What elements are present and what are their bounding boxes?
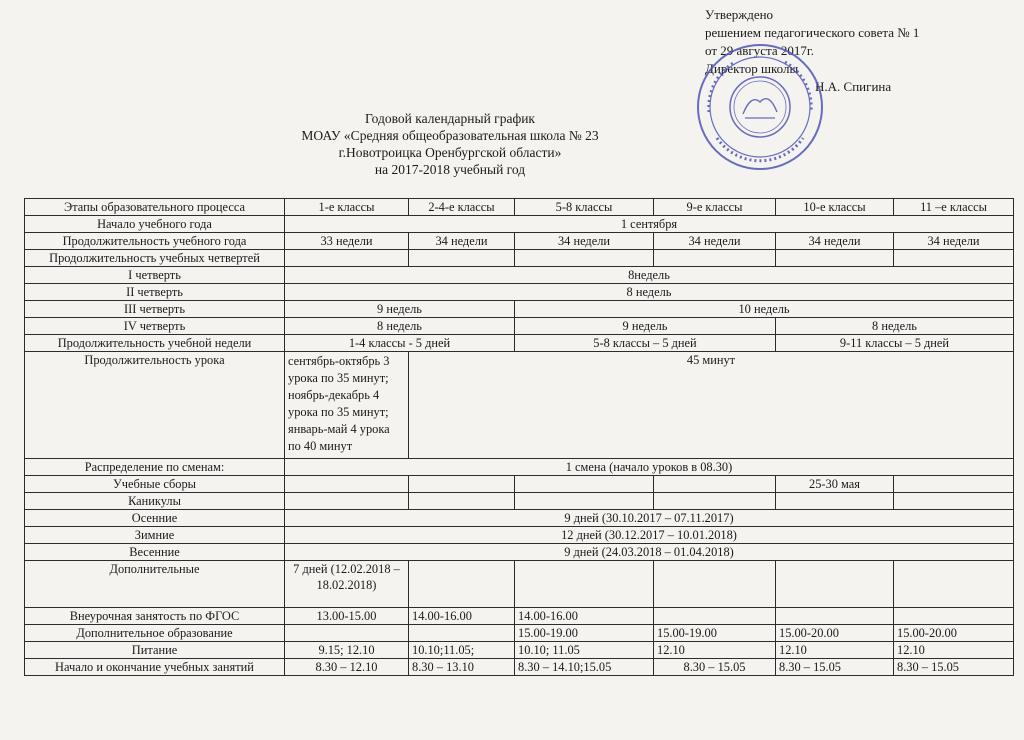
table-row	[25, 527, 1014, 544]
header-stages: Этапы образовательного процесса	[25, 199, 285, 216]
table-cell	[776, 608, 894, 625]
table-cell: 33 недели	[285, 233, 409, 250]
table-row	[25, 318, 1014, 335]
table-cell	[654, 561, 776, 608]
row-label: III четверть	[25, 301, 285, 318]
row-label: Весенние	[25, 544, 285, 561]
table-cell	[776, 561, 894, 608]
table-cell: 9.15; 12.10	[285, 642, 409, 659]
title-line-2: МОАУ «Средняя общеобразовательная школа № 23	[301, 128, 599, 143]
row-label: II четверть	[25, 284, 285, 301]
table-cell: 13.00-15.00	[285, 608, 409, 625]
table-cell	[409, 493, 515, 510]
table-cell: 15.00-19.00	[654, 625, 776, 642]
header-col: 5-8 классы	[515, 199, 654, 216]
table-cell	[894, 608, 1014, 625]
table-cell	[409, 561, 515, 608]
header-col: 10-е классы	[776, 199, 894, 216]
table-cell: 15.00-20.00	[776, 625, 894, 642]
table-cell: 12.10	[654, 642, 776, 659]
table-row	[25, 625, 1014, 642]
table-cell: 34 недели	[776, 233, 894, 250]
approval-line-1: Утверждено	[705, 7, 774, 22]
table-cell	[409, 250, 515, 267]
table-row	[25, 493, 1014, 510]
table-cell: 8.30 – 15.05	[776, 659, 894, 676]
table-cell	[515, 476, 654, 493]
school-seal-icon	[695, 42, 825, 172]
table-row	[25, 216, 1014, 233]
row-label: Начало и окончание учебных занятий	[25, 659, 285, 676]
table-cell: 8.30 – 13.10	[409, 659, 515, 676]
document-title	[250, 110, 650, 178]
table-cell: 25-30 мая	[776, 476, 894, 493]
table-cell	[515, 493, 654, 510]
table-cell	[894, 493, 1014, 510]
table-row	[25, 561, 1014, 608]
table-cell: 9 недель	[515, 318, 776, 335]
table-row	[25, 335, 1014, 352]
table-row	[25, 510, 1014, 527]
header-col: 1-е классы	[285, 199, 409, 216]
table-cell: 34 недели	[654, 233, 776, 250]
table-cell: 15.00-20.00	[894, 625, 1014, 642]
table-row	[25, 250, 1014, 267]
row-label: Внеурочная занятость по ФГОС	[25, 608, 285, 625]
director-signature-name: Н.А. Спигина	[815, 79, 892, 94]
table-cell: 10.10; 11.05	[515, 642, 654, 659]
header-col: 11 –е классы	[894, 199, 1014, 216]
table-cell	[894, 476, 1014, 493]
table-cell	[654, 608, 776, 625]
table-cell: 7 дней (12.02.2018 – 18.02.2018)	[285, 561, 409, 608]
table-cell: 9-11 классы – 5 дней	[776, 335, 1014, 352]
row-label: Продолжительность учебных четвертей	[25, 250, 285, 267]
header-col: 9-е классы	[654, 199, 776, 216]
table-row	[25, 352, 1014, 459]
row-label: Распределение по сменам:	[25, 459, 285, 476]
table-cell	[409, 625, 515, 642]
table-cell: 34 недели	[515, 233, 654, 250]
table-cell: 14.00-16.00	[409, 608, 515, 625]
table-cell: 8недель	[285, 267, 1014, 284]
table-cell: 9 недель	[285, 301, 515, 318]
table-cell: 8 недель	[285, 284, 1014, 301]
table-cell: 1 сентября	[285, 216, 1014, 233]
table-cell	[776, 493, 894, 510]
table-cell	[285, 476, 409, 493]
row-label: IV четверть	[25, 318, 285, 335]
table-row	[25, 476, 1014, 493]
table-cell	[515, 250, 654, 267]
table-cell	[515, 561, 654, 608]
table-row	[25, 608, 1014, 625]
table-cell: 12.10	[894, 642, 1014, 659]
table-cell: 10.10;11.05;	[409, 642, 515, 659]
header-row	[25, 199, 1014, 216]
row-label: Питание	[25, 642, 285, 659]
table-cell: 8 недель	[285, 318, 515, 335]
table-cell: 5-8 классы – 5 дней	[515, 335, 776, 352]
row-label: Дополнительные	[25, 561, 285, 608]
title-line-1: Годовой календарный график	[365, 111, 535, 126]
table-cell: 8.30 – 15.05	[894, 659, 1014, 676]
table-cell: 1 смена (начало уроков в 08.30)	[285, 459, 1014, 476]
table-row	[25, 301, 1014, 318]
row-label: I четверть	[25, 267, 285, 284]
approval-line-3: от 29 августа 2017г.	[705, 43, 814, 58]
table-cell: 34 недели	[894, 233, 1014, 250]
table-cell	[285, 250, 409, 267]
table-cell: 15.00-19.00	[515, 625, 654, 642]
table-row	[25, 659, 1014, 676]
table-row	[25, 459, 1014, 476]
row-label: Учебные сборы	[25, 476, 285, 493]
table-cell	[285, 493, 409, 510]
row-label: Осенние	[25, 510, 285, 527]
table-cell: 9 дней (24.03.2018 – 01.04.2018)	[285, 544, 1014, 561]
table-cell: 8.30 – 15.05	[654, 659, 776, 676]
table-cell	[409, 476, 515, 493]
table-cell: 45 минут	[409, 352, 1014, 459]
table-row	[25, 544, 1014, 561]
table-cell: 12.10	[776, 642, 894, 659]
table-cell: 9 дней (30.10.2017 – 07.11.2017)	[285, 510, 1014, 527]
table-cell: 12 дней (30.12.2017 – 10.01.2018)	[285, 527, 1014, 544]
table-row	[25, 233, 1014, 250]
table-cell: 8.30 – 14.10;15.05	[515, 659, 654, 676]
table-cell	[654, 476, 776, 493]
table-cell	[654, 493, 776, 510]
table-cell	[776, 250, 894, 267]
table-cell: 14.00-16.00	[515, 608, 654, 625]
header-col: 2-4-е классы	[409, 199, 515, 216]
row-label: Дополнительное образование	[25, 625, 285, 642]
row-label: Каникулы	[25, 493, 285, 510]
table-cell: 34 недели	[409, 233, 515, 250]
title-line-4: на 2017-2018 учебный год	[374, 162, 526, 177]
table-cell: 8.30 – 12.10	[285, 659, 409, 676]
table-cell	[894, 561, 1014, 608]
table-cell	[285, 625, 409, 642]
table-cell	[654, 250, 776, 267]
table-row	[25, 642, 1014, 659]
schedule-table	[24, 198, 1014, 676]
row-label: Начало учебного года	[25, 216, 285, 233]
table-cell: сентябрь-октябрь 3 урока по 35 минут; ноябрь-декабрь 4 урока по 35 минут; январь-май 4 урока по 40 минут	[285, 352, 409, 459]
row-label: Продолжительность учебного года	[25, 233, 285, 250]
table-cell: 8 недель	[776, 318, 1014, 335]
approval-line-4: Директор школы	[705, 61, 799, 76]
table-cell: 1-4 классы - 5 дней	[285, 335, 515, 352]
table-row	[25, 284, 1014, 301]
approval-line-2: решением педагогического совета № 1	[705, 25, 920, 40]
table-cell	[894, 250, 1014, 267]
row-label: Зимние	[25, 527, 285, 544]
row-label: Продолжительность учебной недели	[25, 335, 285, 352]
row-label: Продолжительность урока	[25, 352, 285, 459]
title-line-3: г.Новотроицка Оренбургской области»	[338, 145, 562, 160]
table-row	[25, 267, 1014, 284]
table-cell: 10 недель	[515, 301, 1014, 318]
